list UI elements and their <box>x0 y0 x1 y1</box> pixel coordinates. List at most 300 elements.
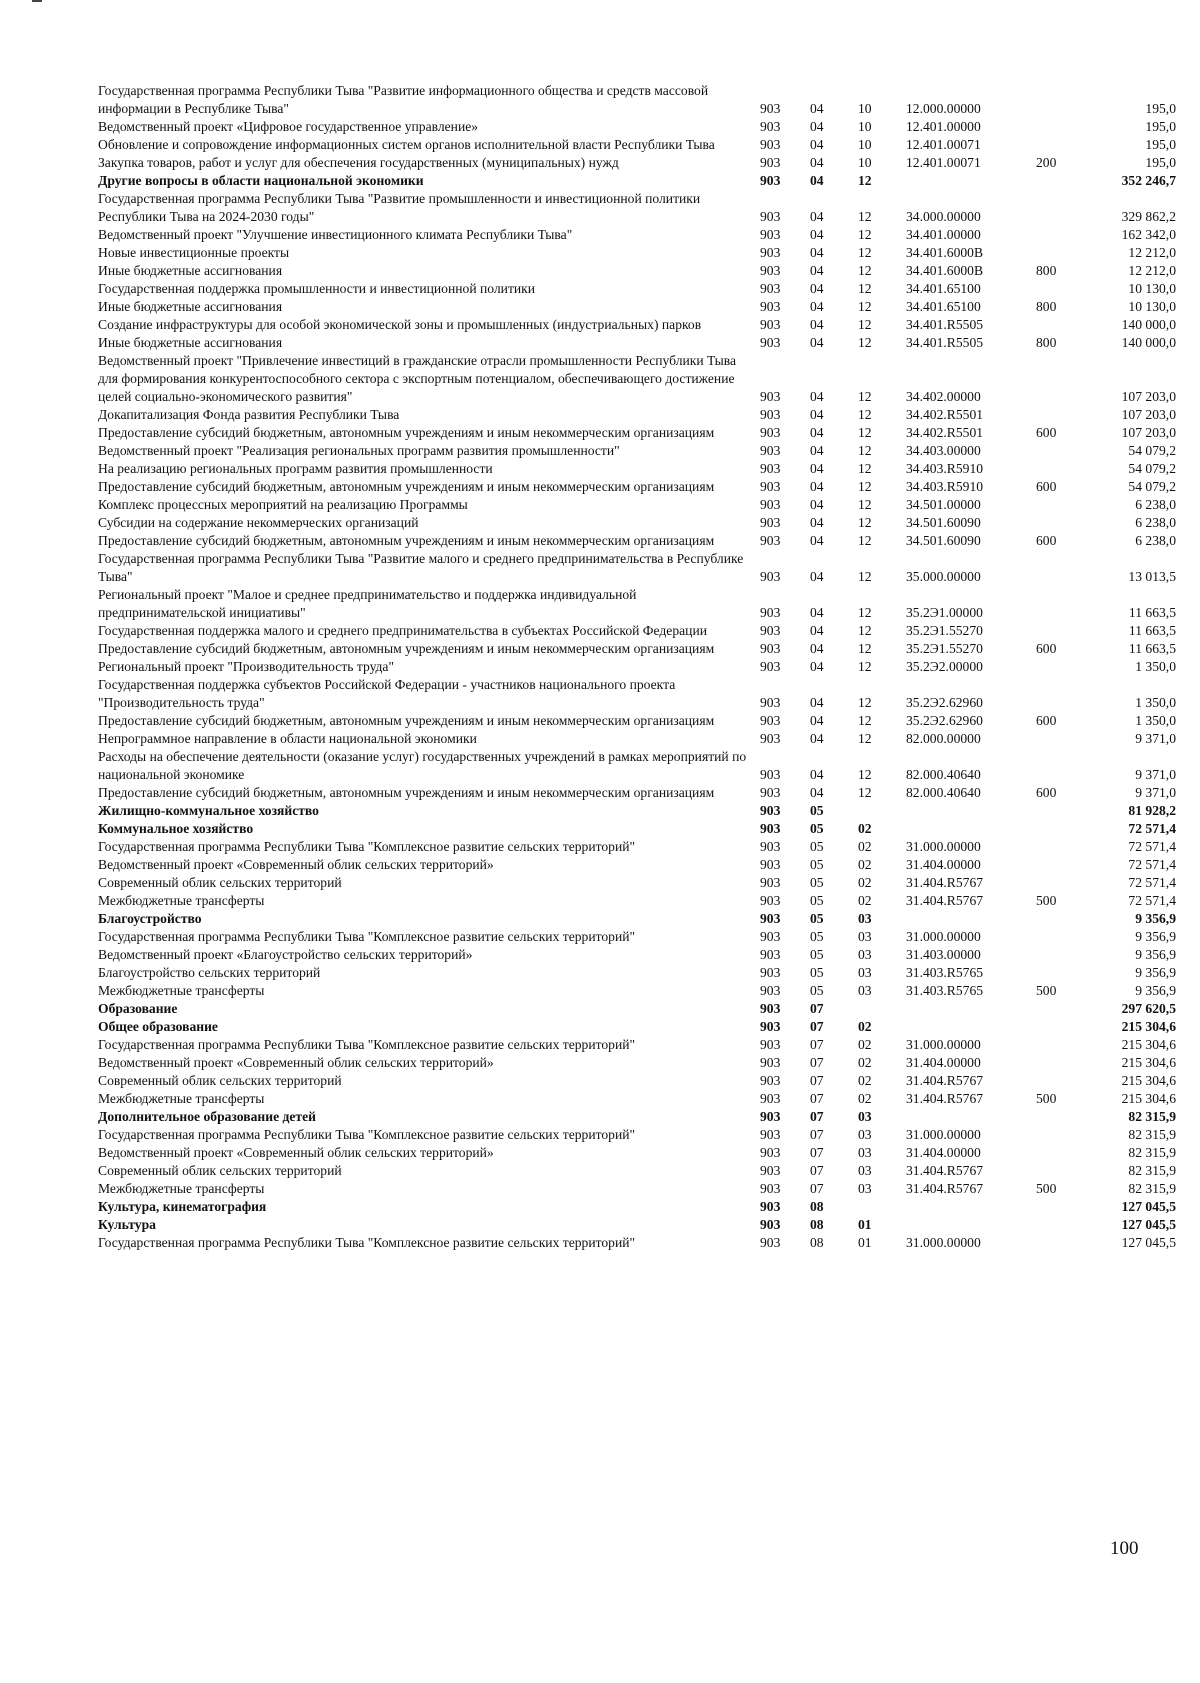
table-row <box>98 280 1176 298</box>
row-subsection: 12 <box>858 227 872 242</box>
row-grbs: 903 <box>760 299 781 314</box>
row-section: 07 <box>810 1001 824 1016</box>
row-grbs: 903 <box>760 605 781 620</box>
row-name: Предоставление субсидий бюджетным, автономным учреждениям и иным некоммерческим организациям <box>98 533 715 548</box>
row-grbs: 903 <box>760 641 781 656</box>
row-subsection: 03 <box>858 1127 872 1142</box>
row-expense-type <box>1036 460 1094 478</box>
row-subsection: 12 <box>858 479 872 494</box>
row-section: 04 <box>810 227 824 242</box>
row-section: 04 <box>810 173 824 188</box>
row-subsection: 02 <box>858 1019 872 1034</box>
row-subsection: 12 <box>858 713 872 728</box>
row-target-article: 82.000.00000 <box>906 731 981 746</box>
row-grbs: 903 <box>760 713 781 728</box>
row-subsection: 12 <box>858 281 872 296</box>
row-name: Общее образование <box>98 1019 218 1034</box>
row-section: 04 <box>810 245 824 260</box>
row-expense-type <box>1036 1072 1094 1090</box>
table-row <box>98 622 1176 640</box>
row-expense-type: 800 <box>1036 263 1057 278</box>
row-amount: 140 000,0 <box>1121 335 1176 350</box>
row-grbs: 903 <box>760 1055 781 1070</box>
row-amount: 54 079,2 <box>1128 443 1176 458</box>
row-expense-type: 500 <box>1036 893 1057 908</box>
row-name: Иные бюджетные ассигнования <box>98 335 283 350</box>
row-name: Государственная программа Республики Тыва "Комплексное развитие сельских территорий" <box>98 1037 636 1052</box>
row-grbs: 903 <box>760 1091 781 1106</box>
row-name: Государственная программа Республики Тыва "Развитие промышленности и инвестиционной политики Республики Тыва на 2024-2030 годы" <box>98 191 701 224</box>
row-expense-type: 800 <box>1036 335 1057 350</box>
table-row <box>98 496 1176 514</box>
row-target-article <box>906 1000 1036 1018</box>
table-row <box>98 352 1176 406</box>
row-amount: 107 203,0 <box>1121 407 1176 422</box>
row-target-article: 12.401.00000 <box>906 119 981 134</box>
row-section: 04 <box>810 317 824 332</box>
row-subsection: 10 <box>858 155 872 170</box>
row-target-article: 31.000.00000 <box>906 1235 981 1250</box>
row-amount: 162 342,0 <box>1121 227 1176 242</box>
row-expense-type <box>1036 1144 1094 1162</box>
row-expense-type <box>1036 820 1094 838</box>
row-grbs: 903 <box>760 119 781 134</box>
row-grbs: 903 <box>760 695 781 710</box>
row-section: 08 <box>810 1217 824 1232</box>
row-grbs: 903 <box>760 281 781 296</box>
row-name: Межбюджетные трансферты <box>98 1181 265 1196</box>
row-section: 07 <box>810 1019 824 1034</box>
table-row <box>98 190 1176 226</box>
row-expense-type <box>1036 802 1094 820</box>
row-subsection: 12 <box>858 245 872 260</box>
row-expense-type <box>1036 910 1094 928</box>
row-subsection: 12 <box>858 173 872 188</box>
row-subsection: 12 <box>858 425 872 440</box>
row-target-article: 34.402.00000 <box>906 389 981 404</box>
table-row <box>98 892 1176 910</box>
row-amount: 10 130,0 <box>1128 281 1176 296</box>
row-expense-type <box>1036 874 1094 892</box>
table-row <box>98 1144 1176 1162</box>
row-expense-type <box>1036 496 1094 514</box>
row-target-article: 31.404.R5767 <box>906 893 984 908</box>
row-amount: 54 079,2 <box>1128 461 1176 476</box>
row-target-article <box>906 802 1036 820</box>
row-grbs: 903 <box>760 497 781 512</box>
table-row <box>98 298 1176 316</box>
row-expense-type <box>1036 1126 1094 1144</box>
row-section: 04 <box>810 641 824 656</box>
row-subsection: 03 <box>858 911 872 926</box>
row-amount: 82 315,9 <box>1128 1181 1176 1196</box>
row-amount: 352 246,7 <box>1121 173 1176 188</box>
table-row <box>98 730 1176 748</box>
row-section: 04 <box>810 623 824 638</box>
row-amount: 72 571,4 <box>1128 893 1176 908</box>
row-grbs: 903 <box>760 785 781 800</box>
row-amount: 9 371,0 <box>1135 767 1176 782</box>
row-target-article: 31.000.00000 <box>906 1037 981 1052</box>
row-target-article <box>906 172 1036 190</box>
table-row <box>98 964 1176 982</box>
row-subsection: 12 <box>858 317 872 332</box>
row-grbs: 903 <box>760 857 781 872</box>
row-grbs: 903 <box>760 821 781 836</box>
row-name: Расходы на обеспечение деятельности (оказание услуг) государственных учреждений в рамках мероприятий по национальной экономике <box>98 749 747 782</box>
table-row <box>98 838 1176 856</box>
table-row <box>98 532 1176 550</box>
row-grbs: 903 <box>760 533 781 548</box>
row-target-article: 31.404.R5767 <box>906 1073 984 1088</box>
row-grbs: 903 <box>760 101 781 116</box>
table-row <box>98 136 1176 154</box>
row-name: Государственная поддержка малого и среднего предпринимательства в субъектах Российской Федерации <box>98 623 707 638</box>
table-row <box>98 1234 1176 1252</box>
row-name: Государственная поддержка субъектов Российской Федерации - участников национального проекта "Производительность труда" <box>98 677 676 710</box>
row-grbs: 903 <box>760 623 781 638</box>
row-target-article: 34.401.65100 <box>906 299 981 314</box>
row-subsection: 12 <box>858 515 872 530</box>
row-subsection: 02 <box>858 857 872 872</box>
row-grbs: 903 <box>760 947 781 962</box>
row-grbs: 903 <box>760 1001 781 1016</box>
table-row <box>98 1000 1176 1018</box>
row-section: 05 <box>810 875 824 890</box>
row-subsection: 02 <box>858 1073 872 1088</box>
row-amount: 9 356,9 <box>1135 965 1176 980</box>
row-grbs: 903 <box>760 407 781 422</box>
row-section: 04 <box>810 731 824 746</box>
row-target-article: 34.401.6000В <box>906 263 984 278</box>
table-row <box>98 244 1176 262</box>
row-section: 05 <box>810 911 824 926</box>
row-grbs: 903 <box>760 929 781 944</box>
row-name: Новые инвестиционные проекты <box>98 245 290 260</box>
row-amount: 195,0 <box>1145 101 1176 116</box>
row-name: Непрограммное направление в области национальной экономики <box>98 731 477 746</box>
row-expense-type <box>1036 1162 1094 1180</box>
row-subsection: 12 <box>858 605 872 620</box>
row-expense-type <box>1036 946 1094 964</box>
row-expense-type <box>1036 964 1094 982</box>
row-expense-type <box>1036 280 1094 298</box>
row-name: Культура <box>98 1217 156 1232</box>
table-row <box>98 1180 1176 1198</box>
row-expense-type: 600 <box>1036 533 1057 548</box>
row-amount: 195,0 <box>1145 137 1176 152</box>
row-section: 07 <box>810 1145 824 1160</box>
row-amount: 329 862,2 <box>1121 209 1176 224</box>
row-amount: 13 013,5 <box>1128 569 1176 584</box>
row-grbs: 903 <box>760 1073 781 1088</box>
row-name: Современный облик сельских территорий <box>98 1073 342 1088</box>
row-subsection: 03 <box>858 1181 872 1196</box>
row-section: 07 <box>810 1109 824 1124</box>
row-amount: 9 356,9 <box>1135 929 1176 944</box>
row-name: Предоставление субсидий бюджетным, автономным учреждениям и иным некоммерческим организациям <box>98 479 715 494</box>
row-name: Современный облик сельских территорий <box>98 1163 342 1178</box>
row-section: 04 <box>810 659 824 674</box>
row-subsection: 12 <box>858 731 872 746</box>
row-section: 04 <box>810 767 824 782</box>
row-expense-type <box>1036 1018 1094 1036</box>
row-name: Предоставление субсидий бюджетным, автономным учреждениям и иным некоммерческим организациям <box>98 641 715 656</box>
row-expense-type <box>1036 622 1094 640</box>
row-subsection: 12 <box>858 695 872 710</box>
row-expense-type: 600 <box>1036 479 1057 494</box>
row-amount: 215 304,6 <box>1121 1055 1176 1070</box>
row-section: 04 <box>810 605 824 620</box>
row-grbs: 903 <box>760 479 781 494</box>
row-grbs: 903 <box>760 227 781 242</box>
row-subsection: 12 <box>858 209 872 224</box>
budget-table <box>98 82 1176 1252</box>
row-expense-type <box>1036 1000 1094 1018</box>
row-subsection: 12 <box>858 533 872 548</box>
page-number: 100 <box>1110 1538 1139 1559</box>
row-amount: 6 238,0 <box>1135 497 1176 512</box>
row-amount: 82 315,9 <box>1128 1145 1176 1160</box>
row-section: 05 <box>810 965 824 980</box>
row-amount: 10 130,0 <box>1128 299 1176 314</box>
row-expense-type: 500 <box>1036 1181 1057 1196</box>
row-target-article: 34.401.65100 <box>906 281 981 296</box>
row-section: 04 <box>810 101 824 116</box>
row-section: 04 <box>810 533 824 548</box>
table-row <box>98 316 1176 334</box>
table-row <box>98 1018 1176 1036</box>
row-expense-type <box>1036 1108 1094 1126</box>
row-name: Ведомственный проект «Благоустройство сельских территорий» <box>98 947 473 962</box>
row-expense-type <box>1036 1234 1094 1252</box>
row-grbs: 903 <box>760 137 781 152</box>
row-expense-type: 500 <box>1036 1091 1057 1106</box>
row-expense-type <box>1036 172 1094 190</box>
row-section: 04 <box>810 425 824 440</box>
row-section: 05 <box>810 803 824 818</box>
row-grbs: 903 <box>760 1163 781 1178</box>
row-expense-type: 600 <box>1036 785 1057 800</box>
row-grbs: 903 <box>760 1145 781 1160</box>
row-grbs: 903 <box>760 569 781 584</box>
row-amount: 82 315,9 <box>1128 1109 1176 1124</box>
row-subsection: 12 <box>858 623 872 638</box>
row-target-article: 82.000.40640 <box>906 767 981 782</box>
row-name: Ведомственный проект «Современный облик сельских территорий» <box>98 857 494 872</box>
row-grbs: 903 <box>760 911 781 926</box>
row-amount: 72 571,4 <box>1128 839 1176 854</box>
row-name: Субсидии на содержание некоммерческих организаций <box>98 515 419 530</box>
row-name: Другие вопросы в области национальной экономики <box>98 173 424 188</box>
row-grbs: 903 <box>760 209 781 224</box>
row-section: 07 <box>810 1073 824 1088</box>
row-subsection <box>858 1000 906 1018</box>
row-amount: 81 928,2 <box>1128 803 1176 818</box>
row-section: 07 <box>810 1091 824 1106</box>
row-target-article: 31.404.R5767 <box>906 1091 984 1106</box>
row-subsection: 02 <box>858 1091 872 1106</box>
row-amount: 215 304,6 <box>1121 1091 1176 1106</box>
row-grbs: 903 <box>760 245 781 260</box>
table-row <box>98 118 1176 136</box>
row-subsection: 12 <box>858 443 872 458</box>
table-row <box>98 928 1176 946</box>
table-row <box>98 262 1176 280</box>
row-expense-type <box>1036 586 1094 622</box>
table-row <box>98 910 1176 928</box>
table-row <box>98 712 1176 730</box>
row-name: Государственная программа Республики Тыва "Комплексное развитие сельских территорий" <box>98 839 636 854</box>
row-grbs: 903 <box>760 155 781 170</box>
row-section: 04 <box>810 407 824 422</box>
row-grbs: 903 <box>760 1181 781 1196</box>
row-target-article: 31.404.R5767 <box>906 1163 984 1178</box>
row-expense-type <box>1036 352 1094 406</box>
row-amount: 72 571,4 <box>1128 857 1176 872</box>
table-row <box>98 1216 1176 1234</box>
row-name: Межбюджетные трансферты <box>98 1091 265 1106</box>
row-grbs: 903 <box>760 731 781 746</box>
row-subsection: 12 <box>858 767 872 782</box>
scan-mark <box>32 0 42 2</box>
row-target-article: 34.401.R5505 <box>906 317 984 332</box>
row-section: 05 <box>810 839 824 854</box>
row-subsection: 12 <box>858 641 872 656</box>
row-target-article <box>906 1216 1036 1234</box>
row-amount: 72 571,4 <box>1128 875 1176 890</box>
table-row <box>98 640 1176 658</box>
row-target-article: 34.501.60090 <box>906 515 981 530</box>
row-name: Иные бюджетные ассигнования <box>98 263 283 278</box>
row-subsection <box>858 1198 906 1216</box>
row-target-article: 12.000.00000 <box>906 101 981 116</box>
row-amount: 9 371,0 <box>1135 731 1176 746</box>
table-row <box>98 946 1176 964</box>
row-amount: 127 045,5 <box>1121 1199 1176 1214</box>
row-target-article: 34.501.00000 <box>906 497 981 512</box>
row-amount: 11 663,5 <box>1128 641 1176 656</box>
row-name: Жилищно-коммунальное хозяйство <box>98 803 319 818</box>
row-amount: 1 350,0 <box>1135 659 1176 674</box>
row-target-article: 31.403.00000 <box>906 947 981 962</box>
row-name: Ведомственный проект «Современный облик сельских территорий» <box>98 1145 494 1160</box>
row-amount: 82 315,9 <box>1128 1127 1176 1142</box>
row-target-article <box>906 820 1036 838</box>
row-section: 04 <box>810 209 824 224</box>
row-name: Предоставление субсидий бюджетным, автономным учреждениям и иным некоммерческим организациям <box>98 785 715 800</box>
row-amount: 215 304,6 <box>1121 1073 1176 1088</box>
table-row <box>98 676 1176 712</box>
row-expense-type <box>1036 856 1094 874</box>
row-amount: 195,0 <box>1145 155 1176 170</box>
row-section: 05 <box>810 947 824 962</box>
row-expense-type <box>1036 748 1094 784</box>
row-name: Предоставление субсидий бюджетным, автономным учреждениям и иным некоммерческим организациям <box>98 713 715 728</box>
row-grbs: 903 <box>760 425 781 440</box>
row-subsection: 03 <box>858 983 872 998</box>
table-row <box>98 658 1176 676</box>
row-section: 04 <box>810 515 824 530</box>
row-expense-type <box>1036 226 1094 244</box>
row-amount: 72 571,4 <box>1128 821 1176 836</box>
row-expense-type: 600 <box>1036 713 1057 728</box>
row-amount: 127 045,5 <box>1121 1235 1176 1250</box>
row-subsection: 12 <box>858 785 872 800</box>
row-amount: 9 356,9 <box>1135 911 1176 926</box>
row-subsection: 10 <box>858 101 872 116</box>
row-grbs: 903 <box>760 1199 781 1214</box>
row-amount: 12 212,0 <box>1128 245 1176 260</box>
row-amount: 6 238,0 <box>1135 515 1176 530</box>
row-section: 05 <box>810 893 824 908</box>
row-subsection: 01 <box>858 1235 872 1250</box>
row-target-article: 31.404.R5767 <box>906 1181 984 1196</box>
table-row <box>98 1126 1176 1144</box>
table-row <box>98 334 1176 352</box>
row-name: Создание инфраструктуры для особой экономической зоны и промышленных (индустриальных) парков <box>98 317 702 332</box>
row-grbs: 903 <box>760 965 781 980</box>
row-expense-type <box>1036 1198 1094 1216</box>
row-target-article: 34.401.R5505 <box>906 335 984 350</box>
row-section: 04 <box>810 443 824 458</box>
row-expense-type <box>1036 730 1094 748</box>
row-subsection: 12 <box>858 659 872 674</box>
row-amount: 12 212,0 <box>1128 263 1176 278</box>
row-expense-type <box>1036 82 1094 118</box>
table-row <box>98 1198 1176 1216</box>
row-amount: 215 304,6 <box>1121 1037 1176 1052</box>
row-name: Региональный проект "Малое и среднее предпринимательство и поддержка индивидуальной предпринимательской инициативы" <box>98 587 637 620</box>
table-row <box>98 406 1176 424</box>
row-name: Дополнительное образование детей <box>98 1109 316 1124</box>
row-subsection: 12 <box>858 461 872 476</box>
row-amount: 195,0 <box>1145 119 1176 134</box>
row-section: 05 <box>810 857 824 872</box>
row-expense-type <box>1036 838 1094 856</box>
row-grbs: 903 <box>760 173 781 188</box>
row-target-article: 31.404.00000 <box>906 857 981 872</box>
row-section: 07 <box>810 1163 824 1178</box>
table-row <box>98 1054 1176 1072</box>
row-target-article: 35.2Э1.55270 <box>906 641 983 656</box>
row-section: 04 <box>810 281 824 296</box>
table-row <box>98 982 1176 1000</box>
row-grbs: 903 <box>760 767 781 782</box>
row-amount: 297 620,5 <box>1121 1001 1176 1016</box>
budget-table-body <box>98 82 1176 1252</box>
row-grbs: 903 <box>760 443 781 458</box>
row-target-article: 35.2Э2.00000 <box>906 659 983 674</box>
row-section: 04 <box>810 713 824 728</box>
table-row <box>98 1072 1176 1090</box>
row-target-article: 34.403.R5910 <box>906 479 984 494</box>
row-expense-type: 600 <box>1036 641 1057 656</box>
row-subsection: 12 <box>858 335 872 350</box>
row-name: Ведомственный проект «Современный облик сельских территорий» <box>98 1055 494 1070</box>
row-grbs: 903 <box>760 335 781 350</box>
row-section: 04 <box>810 461 824 476</box>
row-expense-type <box>1036 442 1094 460</box>
row-expense-type <box>1036 1216 1094 1234</box>
table-row <box>98 550 1176 586</box>
row-grbs: 903 <box>760 263 781 278</box>
row-target-article: 35.2Э2.62960 <box>906 713 983 728</box>
table-row <box>98 802 1176 820</box>
table-row <box>98 424 1176 442</box>
row-name: На реализацию региональных программ развития промышленности <box>98 461 493 476</box>
row-subsection: 02 <box>858 1055 872 1070</box>
